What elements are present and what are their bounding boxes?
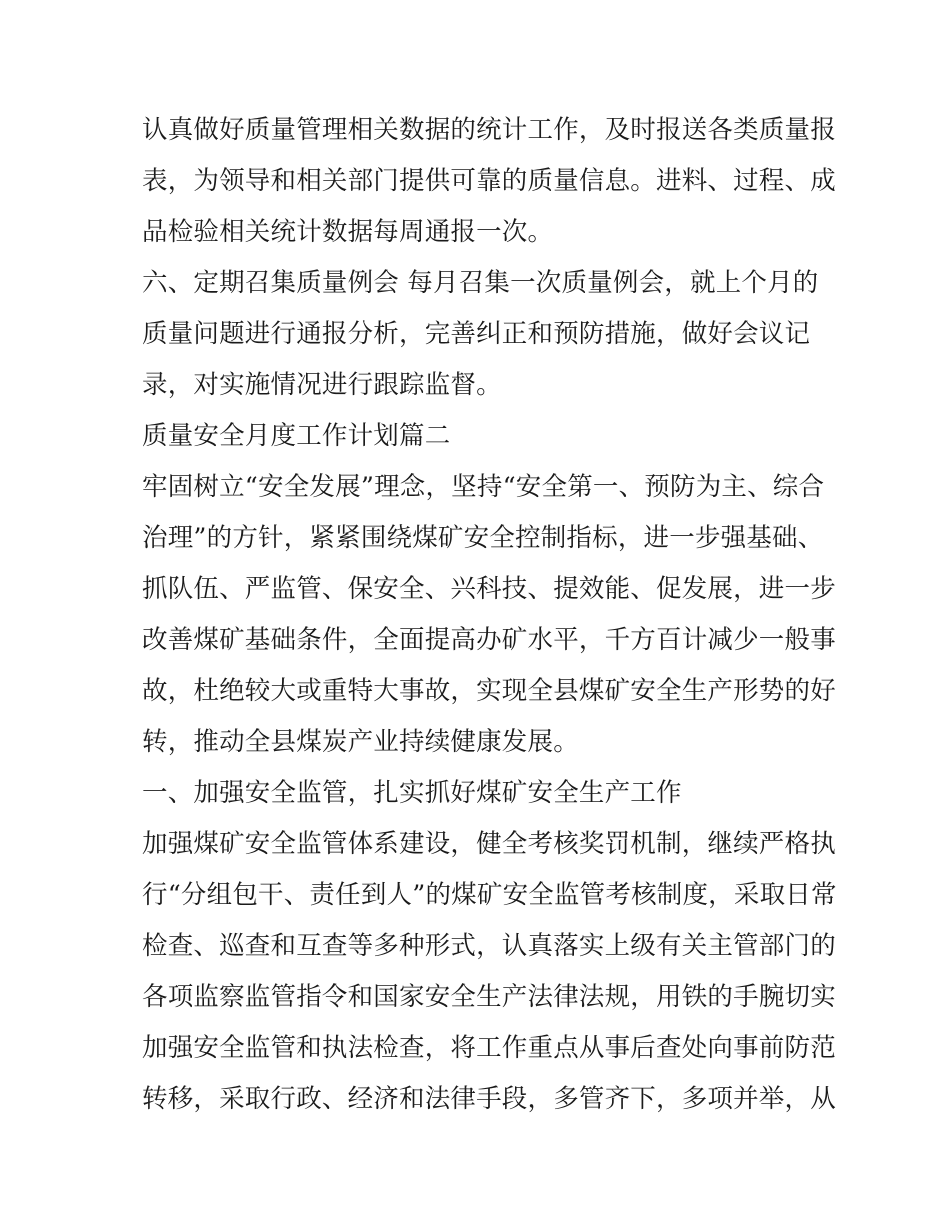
text-line: 质量问题进行通报分析，完善纠正和预防措施，做好会议记	[142, 319, 811, 349]
text-line: 行“分组包干、责任到人”的煤矿安全监管考核制度，采取日常	[142, 880, 837, 910]
text-line: 检查、巡查和互查等多种形式，认真落实上级有关主管部门的	[142, 931, 836, 961]
text-line: 表，为领导和相关部门提供可靠的质量信息。进料、过程、成	[142, 166, 836, 196]
text-line: 抓队伍、严监管、保安全、兴科技、提效能、促发展，进一步	[142, 574, 836, 604]
document-body	[142, 105, 837, 1125]
text-line: 牢固树立“安全发展”理念，坚持“安全第一、预防为主、综合	[142, 472, 825, 502]
text-line: 转移，采取行政、经济和法律手段，多管齐下，多项并举，从	[142, 1084, 836, 1114]
text-line: 加强煤矿安全监管体系建设，健全考核奖罚机制，继续严格执	[142, 829, 836, 859]
text-line: 品检验相关统计数据每周通报一次。	[142, 217, 554, 247]
text-line: 录，对实施情况进行跟踪监督。	[142, 370, 502, 400]
article-title: 质量安全月度工作计划篇二	[142, 421, 451, 451]
text-line: 认真做好质量管理相关数据的统计工作，及时报送各类质量报	[142, 115, 836, 145]
text-line: 加强安全监管和执法检查，将工作重点从事后查处向事前防范	[142, 1033, 836, 1063]
text-line: 各项监察监管指令和国家安全生产法律法规，用铁的手腕切实	[142, 982, 836, 1012]
text-line: 转，推动全县煤炭产业持续健康发展。	[142, 727, 579, 757]
text-line: 故，杜绝较大或重特大事故，实现全县煤矿安全生产形势的好	[142, 676, 836, 706]
text-line: 治理”的方针，紧紧围绕煤矿安全控制指标，进一步强基础、	[142, 523, 824, 553]
section-heading-6: 六、定期召集质量例会 每月召集一次质量例会，就上个月的	[142, 268, 819, 298]
text-line: 改善煤矿基础条件，全面提高办矿水平，千方百计减少一般事	[142, 625, 836, 655]
section-heading-1: 一、加强安全监管，扎实抓好煤矿安全生产工作	[142, 778, 682, 808]
